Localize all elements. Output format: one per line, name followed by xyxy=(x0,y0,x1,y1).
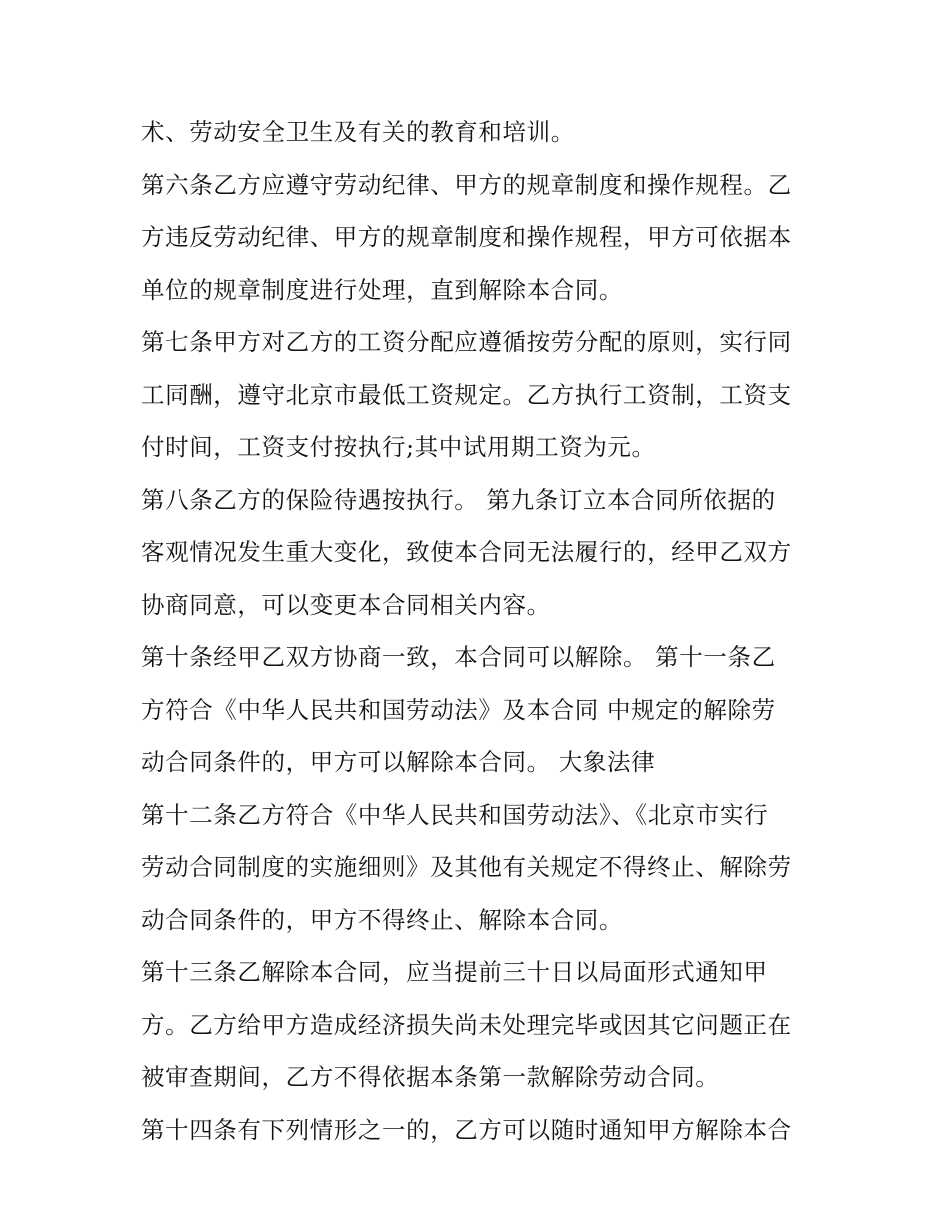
text-line: 单位的规章制度进行处理，直到解除本合同。 xyxy=(141,275,623,304)
text-line: 术、劳动安全卫生及有关的教育和培训。 xyxy=(141,118,575,146)
text-line: 第十三条乙解除本合同，应当提前三十日以局面形式通知甲 xyxy=(141,958,768,986)
text-line: 第十条经甲乙双方协商一致，本合同可以解除。 第十一条乙 xyxy=(141,643,776,671)
text-line: 付时间，工资支付按执行;其中试用期工资为元。 xyxy=(141,433,656,461)
text-line: 劳动合同制度的实施细则》及其他有关规定不得终止、解除劳 xyxy=(141,853,792,881)
text-line: 被审查期间，乙方不得依据本条第一款解除劳动合同。 xyxy=(141,1063,720,1091)
text-line: 第七条甲方对乙方的工资分配应遵循按劳分配的原则，实行同 xyxy=(141,328,792,356)
contract-text xyxy=(141,106,816,1156)
text-line: 客观情况发生重大变化，致使本合同无法履行的，经甲乙双方 xyxy=(141,538,792,566)
text-line: 方符合《中华人民共和国劳动法》及本合同 中规定的解除劳 xyxy=(141,695,776,724)
text-line: 第十四条有下列情形之一的，乙方可以随时通知甲方解除本合 xyxy=(141,1115,792,1144)
text-line: 动合同条件的，甲方不得终止、解除本合同。 xyxy=(141,905,623,934)
text-line: 方违反劳动纪律、甲方的规章制度和操作规程，甲方可依据本 xyxy=(141,223,792,251)
text-line: 协商同意，可以变更本合同相关内容。 xyxy=(141,590,551,619)
text-line: 工同酬，遵守北京市最低工资规定。乙方执行工资制，工资支 xyxy=(141,380,792,409)
text-line: 第八条乙方的保险待遇按执行。 第九条订立本合同所依据的 xyxy=(141,485,776,514)
text-line: 动合同条件的，甲方可以解除本合同。 大象法律 xyxy=(141,748,656,776)
text-line: 方。乙方给甲方造成经济损失尚未处理完毕或因其它问题正在 xyxy=(141,1010,792,1039)
text-line: 第六条乙方应遵守劳动纪律、甲方的规章制度和操作规程。乙 xyxy=(141,170,792,199)
text-line: 第十二条乙方符合《中华人民共和国劳动法》、《北京市实行 xyxy=(141,800,769,829)
